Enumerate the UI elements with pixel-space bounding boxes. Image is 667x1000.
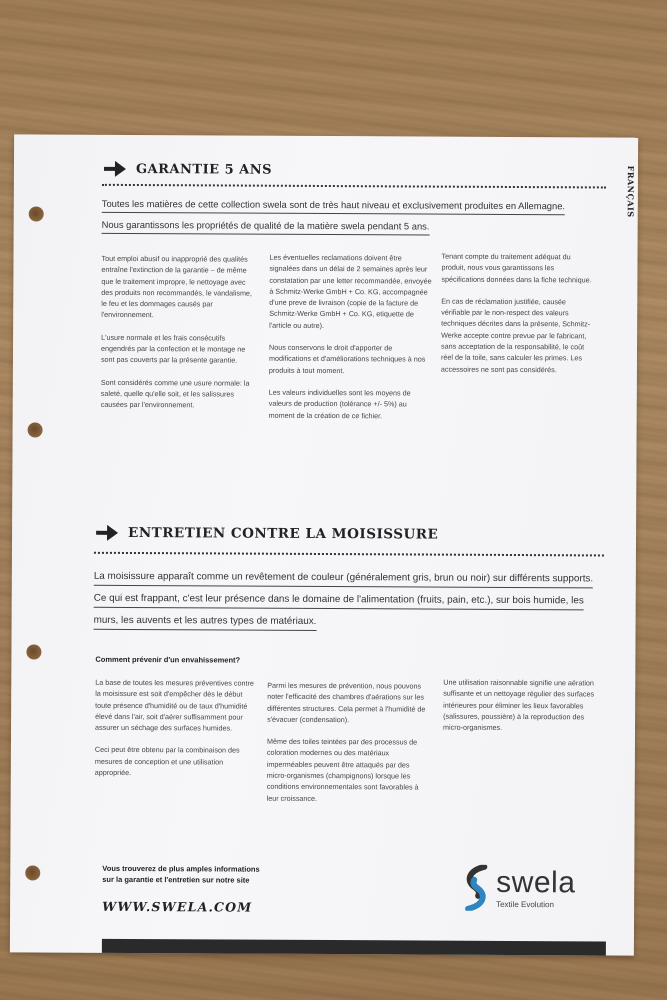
arrow-right-icon [104, 161, 126, 177]
language-label: FRANÇAIS [625, 165, 636, 218]
guarantee-column-3 [441, 251, 597, 387]
mold-highlight-2: Ce qui est frappant, c'est leur présence dans le domaine de l'alimentation (fruits, pain, etc.), sur bois humide, les [94, 593, 584, 611]
footer-info [102, 863, 260, 886]
dotted-divider [94, 552, 604, 557]
arrow-right-icon [96, 525, 118, 541]
punch-hole [26, 644, 41, 659]
guarantee-title: GARANTIE 5 ANS [135, 161, 273, 178]
punch-hole [28, 422, 43, 437]
paragraph: Tout emploi abusif ou inapproprié des qualités entraîne l'extinction de la garantie – de même que le traitement impropre, le nettoyage avec des produits non recommandés, le vandalisme, le feu et les dommages causés par l'environnement. [101, 253, 252, 320]
swela-logo [462, 865, 575, 912]
mold-column-3 [443, 677, 603, 745]
paragraph: L'usure normale et les frais consécutifs engendrés par la confection et le montage ne sont pas couverts par la présente garantie. [100, 332, 246, 365]
guarantee-heading [104, 161, 272, 178]
mold-heading [96, 525, 438, 543]
website-link[interactable]: WWW.SWELA.COM [102, 898, 253, 915]
mold-highlight-1: La moisissure apparaît comme un revêtement de couleur (généralement gris, brun ou noir) sur différents supports. [94, 571, 593, 589]
paragraph: Ceci peut être obtenu par la combinaison des mesures de conception et une utilisation appropriée. [94, 745, 240, 778]
guarantee-highlight-1: Toutes les matières de cette collection swela sont de très haut niveau et exclusivement produites en Allemagne. [102, 198, 565, 215]
paragraph: Une utilisation raisonnable signifie une aération suffisante et un nettoyage régulier des surfaces intérieures pour éliminer les lieux favorables (salissures, poussière) à la reproduction des micro-organismes. [443, 677, 595, 733]
footer-info-line: Vous trouverez de plus amples informations [102, 863, 260, 874]
mold-question: Comment prévenir d'un envahissement? [95, 654, 241, 665]
paragraph: La base de toutes les mesures préventives contre la moisissure est soit d'empêcher dès le début toute présence d'humidité ou de taux d'humidité élevé dans l'air, soit d'aérer suffisamment pour assurer un séchage des surfaces humides. [95, 677, 254, 733]
mold-title: ENTRETIEN CONTRE LA MOISISSURE [128, 524, 439, 543]
punch-hole [29, 206, 44, 221]
logo-wordmark: swela [496, 865, 576, 899]
paragraph: Même des toiles teintées par des processus de coloration modernes ou des matériaux imperméables peuvent être attaqués par des micro-organismes (champignons) lorsque les conditions environnementales sont favorables à leur croissance. [266, 736, 419, 803]
paragraph: Nous conservons le droit d'apporter de modifications et d'améliorations techniques à nos produits à tout moment. [268, 342, 426, 375]
punch-hole [25, 865, 40, 880]
mold-column-2 [267, 680, 428, 816]
guarantee-column-1 [101, 253, 258, 422]
paragraph: Les valeurs individuelles sont les moyens de valeurs de production (tolérance +/- 5%) au moment de la création de ce fichier. [268, 387, 411, 420]
footer-bar [102, 939, 606, 956]
paragraph: Tenant compte du traitement adéquat du produit, nous vous garantissons les spécifications données dans la fiche technique. [441, 251, 592, 284]
logo-tagline: Textile Evolution [496, 899, 554, 909]
dotted-divider [102, 184, 606, 189]
document-page [10, 134, 638, 955]
paragraph: Sont considérés comme une usure normale: la saleté, quelle qu'elle soit, et les salissures causées par l'environnement. [100, 377, 250, 410]
mold-highlight-3: murs, les auvents et les autres types de matériaux. [94, 615, 317, 631]
guarantee-column-2 [269, 252, 433, 433]
paragraph: Les éventuelles reclamations doivent être signalées dans un délai de 2 semaines après leur constatation par une letter recommandée, envoyée à Schmitz-Werke GmbH + Co. KG, accompagnée d'une preve de livraison (copie de la facture de Schmitz-Werke GmbH + Co. KG, etiquette de l'article ou autre). [269, 252, 432, 330]
swela-logo-icon [462, 865, 490, 911]
footer-info-line: sur la garantie et l'entretien sur notre site [102, 874, 250, 885]
paragraph: Parmi les mesures de prévention, nous pouvons noter l'efficacité des chambres d'aérations sur les différentes structures. Cela permet à l'humidité de s'évacuer (condensation). [267, 680, 426, 725]
guarantee-highlight-2: Nous garantissons les propriétés de qualité de la matière swela pendant 5 ans. [102, 219, 430, 236]
mold-column-1 [95, 677, 256, 790]
paragraph: En cas de réclamation justifiée, causée vérifiable par le non-respect des valeurs techniques décrites dans la présente, Schmitz-Werke accepte contre prevue par le fabricant, sans acceptation de la responsabilité, le coût réel de la toile, sans calculer les primes. Les accessoires ne sont pas considérés. [440, 296, 591, 374]
